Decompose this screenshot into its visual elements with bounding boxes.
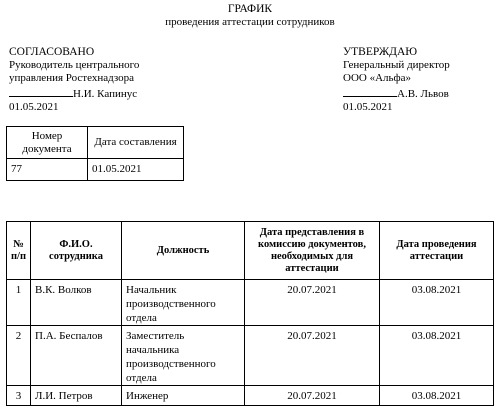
doc-number-value: 77: [7, 159, 88, 181]
document-number-table: [6, 126, 184, 181]
signature-line: [343, 85, 397, 97]
document-title: ГРАФИК: [227, 3, 273, 15]
table-header-row: [7, 222, 494, 280]
doc-number-header: Номер документа: [7, 127, 88, 159]
approval-right-line2: ООО «Альфа»: [343, 72, 412, 84]
approval-left-date: 01.05.2021: [9, 101, 59, 113]
header-num: № п/п: [7, 222, 31, 280]
doc-date-header: Дата составления: [88, 127, 184, 159]
table-row: [7, 326, 494, 386]
approval-left-signer: Н.И. Капинус: [73, 88, 138, 100]
doc-table-value-row: [7, 159, 184, 181]
approval-right-signature: [343, 85, 450, 101]
document-subtitle: проведения аттестации сотрудников: [165, 16, 335, 28]
header-position: Должность: [122, 222, 245, 280]
row-num: 3: [7, 386, 31, 406]
table-row: [7, 386, 494, 406]
row-submit-date: 20.07.2021: [245, 280, 380, 326]
header-fio: Ф.И.О. сотрудника: [31, 222, 122, 280]
approval-left-heading: СОГЛАСОВАНО: [9, 46, 95, 58]
approval-left: [9, 46, 139, 114]
header-submit-date: Дата представления в комиссию документов, необходимых для аттестации: [245, 222, 380, 280]
table-row: [7, 280, 494, 326]
approval-right-date: 01.05.2021: [343, 101, 393, 113]
approval-right-signer: А.В. Львов: [397, 88, 449, 100]
row-submit-date: 20.07.2021: [245, 386, 380, 406]
row-position: Начальник производственного отдела: [122, 280, 245, 326]
approval-left-line2: управления Ростехнадзора: [9, 72, 134, 84]
row-attest-date: 03.08.2021: [380, 280, 494, 326]
doc-table-header-row: [7, 127, 184, 159]
signature-line: [9, 85, 73, 97]
row-num: 1: [7, 280, 31, 326]
row-fio: В.К. Волков: [31, 280, 122, 326]
row-submit-date: 20.07.2021: [245, 326, 380, 386]
approval-right: [343, 46, 450, 114]
approval-right-line1: Генеральный директор: [343, 59, 450, 71]
row-fio: П.А. Беспалов: [31, 326, 122, 386]
row-position: Инженер: [122, 386, 245, 406]
header-attest-date: Дата проведения аттестации: [380, 222, 494, 280]
approval-left-signature: [9, 85, 139, 101]
row-fio: Л.И. Петров: [31, 386, 122, 406]
row-num: 2: [7, 326, 31, 386]
approval-left-line1: Руководитель центрального: [9, 59, 140, 71]
row-attest-date: 03.08.2021: [380, 386, 494, 406]
doc-date-value: 01.05.2021: [88, 159, 184, 181]
row-attest-date: 03.08.2021: [380, 326, 494, 386]
row-position: Заместитель начальника производственного отдела: [122, 326, 245, 386]
approval-right-heading: УТВЕРЖДАЮ: [343, 46, 418, 58]
attestation-schedule-table: [6, 221, 494, 406]
